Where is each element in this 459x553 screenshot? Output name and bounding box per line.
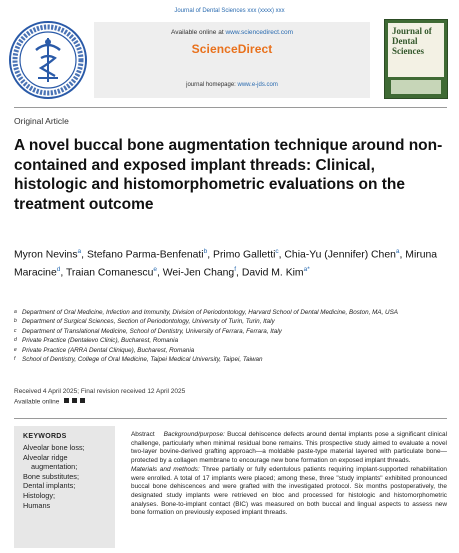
article-type: Original Article [14,116,69,126]
author-name[interactable]: Miruna Maracine [14,249,438,279]
methods-label: Materials and methods: [131,465,200,473]
author-affiliation-marker[interactable]: f [234,265,237,273]
author-name[interactable]: Myron Nevins [14,249,78,261]
keyword-item: Alveolar ridge [23,452,68,462]
affiliation-label: a [14,309,17,315]
affiliation-label: d [14,337,17,344]
affiliation-label: b [14,318,17,325]
author-affiliation-marker[interactable]: a [395,248,400,255]
keyword-item: Humans [23,500,51,510]
affiliation-text: Private Practice (ARRA Dental Clinique), Bucharest, Romania [22,346,195,354]
keyword-item: Histology; [23,490,56,500]
available-online-row [14,397,185,408]
author-name[interactable]: Stefano Parma-Benfenati [86,249,204,261]
affiliation-text: School of Dentistry, College of Oral Medicine, Taipei Medical University, Taipei, Taiwan [22,356,263,364]
affiliation-item [14,317,444,326]
received-dates: Received 4 April 2025; Final revision received 12 April 2025 [14,388,186,395]
cover-image-band [391,80,441,94]
author-separator: , [207,249,214,261]
affiliation-item [14,346,444,355]
article-history [14,387,185,408]
affiliation-item [14,308,444,317]
abstract-divider [14,418,447,419]
square-icon [80,398,85,403]
author-affiliation-marker[interactable]: d [56,265,61,273]
affiliation-label: f [14,356,16,363]
keyword-item: augmentation; [31,462,78,472]
keyword-item: Dental implants; [23,481,76,491]
sciencedirect-link[interactable]: www.sciencedirect.com [225,29,293,36]
affiliation-text: Department of Surgical Sciences, Section of Periodontology, University of Turin, Turin, Italy [22,318,275,326]
abstract-label: Abstract [131,431,155,438]
keyword-item: Bone substitutes; [23,471,79,481]
journal-homepage-line [94,82,370,88]
cover-title-area [388,23,444,77]
affiliation-list [14,308,444,364]
affiliation-item [14,336,444,345]
author-name[interactable]: Wei-Jen Chang [162,267,235,279]
keywords-box [14,426,115,548]
author-name[interactable]: Primo Galletti [213,249,276,261]
affiliation-label: e [14,346,17,353]
affiliation-text: Department of Oral Medicine, Infection and Immunity, Division of Periodontology, Harvard School of Dental Medicine, Boston, MA, USA [22,309,399,316]
author-separator: , [278,249,285,261]
keywords-list [23,443,106,510]
methods-text: Three partially or fully edentulous patients requiring implant-supported rehabilitation were enrolled. A total of 17 implants were placed; among these, three "study implants" exhibited pronounced buccal bone dehiscences and were grafted with the investigated protocol. Six months postoperatively, the designated study implants were retrieved en bloc and processed for histologic and histomorphometric analyses. Bone-to-implant contact (BIC) was measured on both buccal and lingual aspects to assess new bone formation on previously exposed implant threads. [131,465,447,517]
crossmark-icons[interactable] [64,397,88,407]
author-separator: , [399,249,406,261]
author-affiliation-marker[interactable]: b [203,248,208,255]
author-affiliation-marker[interactable]: a* [303,265,310,273]
affiliation-text: Private Practice (Dentalevo Clinic), Bucharest, Romania [22,337,179,345]
available-online-text: Available online [14,398,60,406]
header-divider [14,107,447,108]
society-logo [8,20,88,100]
author-name[interactable]: Traian Comanescu [65,267,154,279]
square-icon [72,398,77,403]
cover-title: Journal of Dental Sciences [392,26,432,56]
journal-header-box [94,22,370,98]
article-title: A novel buccal bone augmentation technique around non-contained and exposed implant threads: Clinical, histologic and histomorphometric evaluations on the treatment outcome [14,137,443,213]
affiliation-item [14,355,444,364]
author-affiliation-marker[interactable]: a [77,248,82,255]
author-separator: , [157,267,163,279]
author-affiliation-marker[interactable]: e [153,265,157,273]
sciencedirect-logo[interactable]: ScienceDirect [191,42,273,56]
journal-reference: Journal of Dental Sciences xxx (xxxx) xxx [174,8,285,14]
homepage-label: journal homepage: [186,82,238,88]
author-separator: , [81,249,87,261]
available-online-label: Available online at [170,29,226,36]
square-icon [64,398,69,403]
abstract [131,431,447,518]
author-name[interactable]: David M. Kim [241,267,304,279]
author-affiliation-marker[interactable]: c [275,248,279,255]
author-name[interactable]: Chia-Yu (Jennifer) Chen [284,249,396,261]
keyword-item: Alveolar bone loss; [23,443,85,452]
author-list [14,245,444,281]
affiliation-item [14,327,444,336]
available-online-line [94,29,370,36]
affiliation-text: Department of Translational Medicine, School of Dentistry, University of Ferrara, Ferrara, Italy [22,327,282,335]
background-text: Buccal dehiscence defects around dental implants pose a significant clinical challenge, particularly when minimal residual bone remains. This prospective study aimed to evaluate a novel two-layer bovine-derived grafting approach—a moldable paste-type material layered with particulate bone—protected by a collagen membrane to encourage new bone formation on exposed implant threads. [131,431,447,465]
author-separator: , [60,267,66,279]
journal-cover-thumbnail[interactable] [384,19,448,99]
background-label: Background/purpose: [163,431,225,438]
journal-homepage-link[interactable]: www.e-jds.com [237,82,278,88]
affiliation-label: c [14,327,17,334]
author-separator: , [236,267,242,279]
keywords-heading: KEYWORDS [23,433,67,440]
